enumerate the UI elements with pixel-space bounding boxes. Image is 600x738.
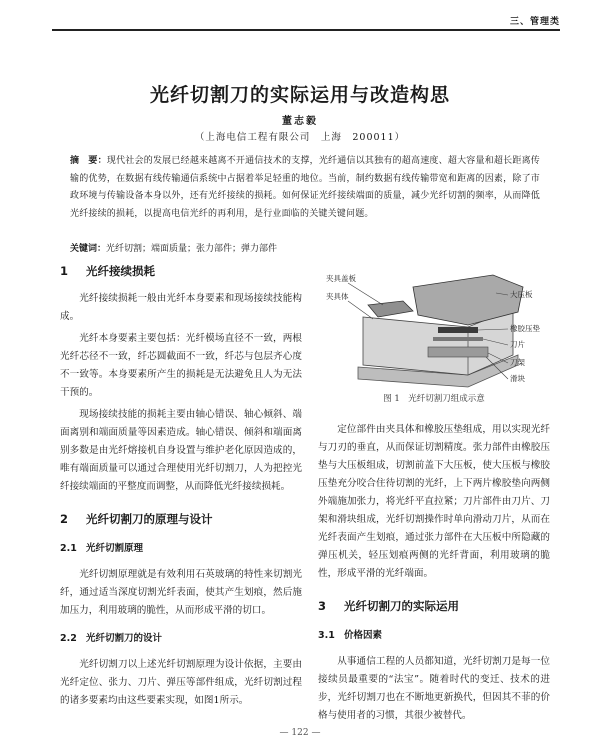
figure-1-caption: 图 1 光纤切割刀组成示意 [383, 394, 485, 404]
section-1-paragraph: 光纤本身要素主要包括：光纤模场直径不一致，两根光纤芯径不一致，纤芯圆截面不一致，纤芯与包层齐心度不一致等。本身要素所产生的损耗是无法避免且人为无法干预的。 [60, 333, 302, 398]
section-3-heading [318, 597, 550, 615]
running-header-label: 三、管理类 [509, 17, 560, 27]
section-3-1-paragraph: 从事通信工程的人员都知道，光纤切割刀是每一位接续员最重要的“法宝”。随着时代的变迁、技术的进步，光纤切割刀也在不断地更新换代，但因其不菲的价格与使用者的习惯，其很少被替代。 [318, 656, 550, 721]
section-3-1-title: 价格因素 [344, 630, 383, 641]
keywords-label: 关键词： [70, 244, 107, 254]
fiber-cleaver-diagram [318, 267, 550, 397]
rubber-pad-shape [438, 327, 478, 333]
article-author: 董志毅 [282, 116, 318, 127]
blade-shape [433, 337, 483, 341]
leader-line [348, 301, 373, 319]
article-title: 光纤切割刀的实际运用与改造构思 [149, 84, 450, 106]
section-2-2-heading [60, 630, 302, 648]
section-1-heading [60, 262, 302, 280]
section-3-title: 光纤切割刀的实际运用 [344, 599, 459, 613]
section-2-2-paragraph: 光纤切割刀以上述光纤切割原理为设计依据，主要由光纤定位、张力、刀片、弹压等部件组成，光纤切割过程的诸多要素均由这些要素实现，如图1所示。 [60, 659, 302, 706]
section-2-1-number: 2.1 [60, 543, 77, 554]
section-3-1-number: 3.1 [318, 630, 335, 641]
section-2-heading [60, 510, 302, 528]
slider-shape [428, 347, 488, 357]
section-1-paragraph: 光纤接续损耗一般由光纤本身要素和现场接续技能构成。 [60, 293, 302, 322]
header-rule [52, 29, 560, 31]
section-3-number: 3 [318, 599, 327, 613]
keywords [70, 242, 540, 256]
clamp-cover-shape [368, 301, 413, 317]
label-rubber-pad: 橡胶压垫 [510, 324, 540, 333]
section-1-number: 1 [60, 264, 69, 278]
label-clamp-cover: 夹具盖板 [326, 274, 356, 283]
figure-description-paragraph: 定位部件由夹具体和橡胶压垫组成，用以实现光纤与刀刃的垂直，从而保证切割精度。张力部件由橡胶压垫与大压板组成，切割前盖下大压板，使大压板与橡胶压垫充分咬合住待切割的光纤，上下两片橡胶垫向两侧外端施加张力，将光纤平直拉紧；刀片部件由刀片、刀架和滑块组成，光纤切割操作时单向滑动刀片，从而在光纤表面产生划痕，通过张力部件在大压板中所隐藏的弹压机关，轻压划痕两侧的光纤背面，利用玻璃的脆性，形成平滑的光纤端面。 [318, 424, 550, 579]
abstract [70, 153, 540, 223]
label-clamp-body: 夹具体 [326, 292, 349, 301]
right-column [318, 421, 550, 725]
left-column [60, 262, 302, 710]
page-number: — 122 — [279, 728, 321, 738]
abstract-text: 现代社会的发展已经越来越离不开通信技术的支撑，光纤通信以其独有的超高速度、超大容量和超长距离传输的优势，在数据有线传输通信系统中占据着举足轻重的地位。当前，制约数据有线传输带宽和距离的因素，除了市政环境与传输设备本身以外，还有光纤接续的损耗。如何保证光纤接续端面的质量，减少光纤切割的频率，从而降低光纤接续的损耗，以提高电信光纤的再利用，是行业面临的关键关键问题。 [70, 156, 540, 219]
label-blade-holder: 刀架 [510, 358, 525, 367]
section-2-2-number: 2.2 [60, 633, 77, 644]
leader-line [348, 283, 383, 305]
section-2-2-title: 光纤切割刀的设计 [86, 633, 163, 644]
section-2-1-heading [60, 540, 302, 558]
label-big-plate: 大压板 [510, 290, 533, 299]
article-affiliation: （上海电信工程有限公司 上海 200011） [194, 132, 406, 143]
abstract-label: 摘 要： [70, 156, 107, 166]
section-2-number: 2 [60, 512, 69, 526]
section-2-1-title: 光纤切割原理 [86, 543, 144, 554]
section-2-title: 光纤切割刀的原理与设计 [86, 512, 213, 526]
keywords-text: 光纤切割；端面质量；张力部件；弹力部件 [106, 244, 278, 254]
section-3-1-heading [318, 627, 550, 645]
section-2-1-paragraph: 光纤切割原理就是有效利用石英玻璃的特性来切割光纤，通过适当深度切割光纤表面，使其产生划痕，然后施加压力，利用玻璃的脆性，从而形成平滑的切口。 [60, 569, 302, 616]
section-1-title: 光纤接续损耗 [86, 264, 155, 278]
section-1-paragraph: 现场接续技能的损耗主要由轴心错误、轴心倾斜、端面离别和端面质量等因素造成。轴心错误、倾斜和端面离别多数是由光纤熔接机自身设置与维护老化原因造成的，唯有端面质量可以通过合理使用光纤切割刀，人为把控光纤接续端面的平整度而调整，从而降低光纤接续损耗。 [60, 409, 302, 492]
figure-1 [318, 267, 550, 397]
label-blade: 刀片 [510, 340, 525, 349]
label-slider: 滑块 [510, 374, 525, 383]
